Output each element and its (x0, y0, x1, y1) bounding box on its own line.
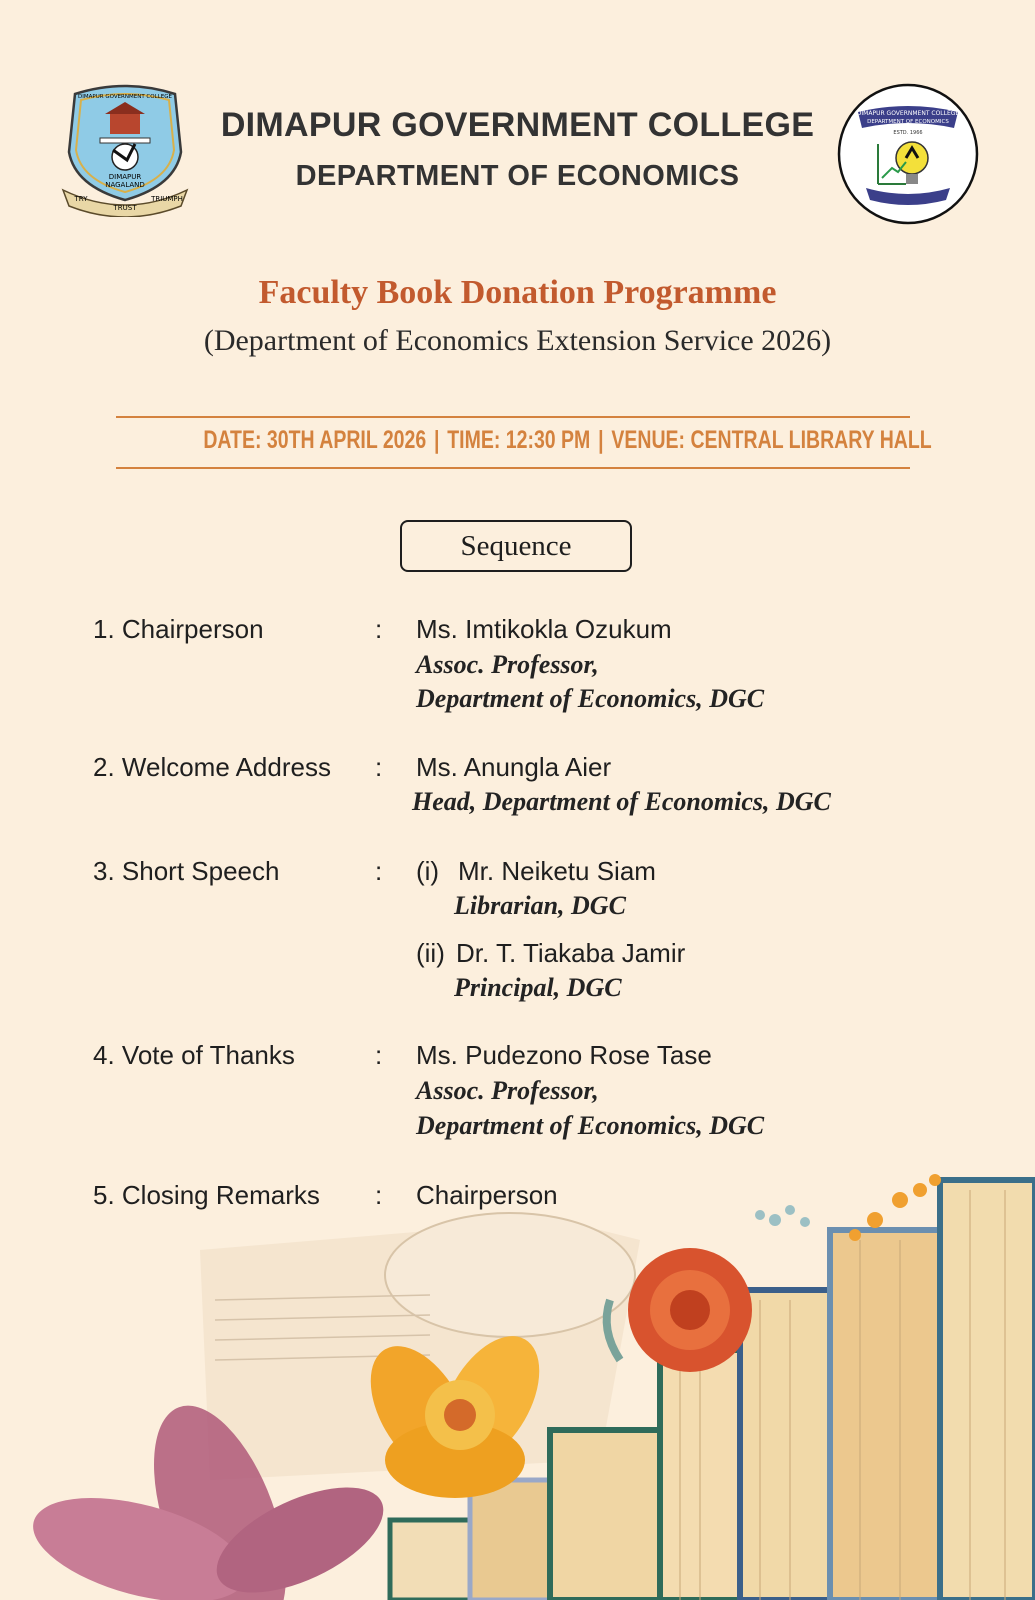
info-bottom-rule (116, 467, 910, 469)
svg-text:TRY: TRY (74, 195, 88, 203)
item-name: Chairperson (416, 1180, 558, 1210)
item-desc: Assoc. Professor, (416, 1076, 599, 1105)
college-name: DIMAPUR GOVERNMENT COLLEGE (220, 106, 815, 144)
sub-number: (i) (416, 856, 440, 886)
colon: : (375, 1180, 383, 1210)
item-name: Ms. Imtikokla Ozukum (416, 614, 672, 644)
colon: : (375, 614, 383, 644)
programme-title: Faculty Book Donation Programme (258, 274, 777, 311)
event-date: DATE: 30TH APRIL 2026 (203, 426, 427, 454)
item-name: Ms. Anungla Aier (416, 752, 612, 782)
svg-text:DIMAPUR GOVERNMENT COLLEGE: DIMAPUR GOVERNMENT COLLEGE (856, 110, 960, 117)
sequence-heading: Sequence (400, 520, 632, 572)
item-label: 4. Vote of Thanks (93, 1040, 295, 1070)
item-desc: Head, Department of Economics, DGC (412, 787, 831, 816)
colon: : (375, 1040, 383, 1070)
event-info-bar (203, 426, 932, 455)
item-desc: Department of Economics, DGC (416, 1111, 765, 1140)
department-logo (836, 82, 980, 226)
item-name: Ms. Pudezono Rose Tase (416, 1040, 712, 1070)
books-flowers-illustration (0, 1160, 1035, 1600)
svg-text:ESTD. 1966: ESTD. 1966 (893, 130, 923, 136)
item-desc: Principal, DGC (454, 973, 622, 1002)
info-top-rule (116, 416, 910, 418)
svg-text:NAGALAND: NAGALAND (105, 181, 145, 189)
svg-text:DEPARTMENT OF ECONOMICS: DEPARTMENT OF ECONOMICS (867, 119, 949, 125)
item-label: 1. Chairperson (93, 614, 264, 644)
item-desc: Assoc. Professor, (416, 650, 599, 679)
item-name: Mr. Neiketu Siam (458, 856, 656, 886)
colon: : (375, 856, 383, 886)
svg-text:TRIUMPH: TRIUMPH (151, 195, 183, 203)
item-label: 5. Closing Remarks (93, 1180, 320, 1210)
separator: | (598, 426, 604, 454)
college-crest-logo (55, 82, 195, 217)
event-venue: VENUE: CENTRAL LIBRARY HALL (611, 426, 932, 454)
programme-subtitle: (Department of Economics Extension Service 2026) (203, 324, 832, 357)
event-time: TIME: 12:30 PM (447, 426, 591, 454)
separator: | (434, 426, 440, 454)
item-label: 2. Welcome Address (93, 752, 331, 782)
svg-text:DIMAPUR GOVERNMENT COLLEGE: DIMAPUR GOVERNMENT COLLEGE (78, 94, 172, 100)
colon: : (375, 752, 383, 782)
item-desc: Librarian, DGC (454, 891, 626, 920)
department-name: DEPARTMENT OF ECONOMICS (295, 160, 740, 192)
item-name: Dr. T. Tiakaba Jamir (456, 938, 686, 968)
item-label: 3. Short Speech (93, 856, 280, 886)
item-desc: Department of Economics, DGC (416, 684, 765, 713)
svg-text:DIMAPUR: DIMAPUR (108, 173, 142, 181)
svg-text:TRUST: TRUST (113, 204, 137, 212)
sub-number: (ii) (416, 938, 445, 968)
